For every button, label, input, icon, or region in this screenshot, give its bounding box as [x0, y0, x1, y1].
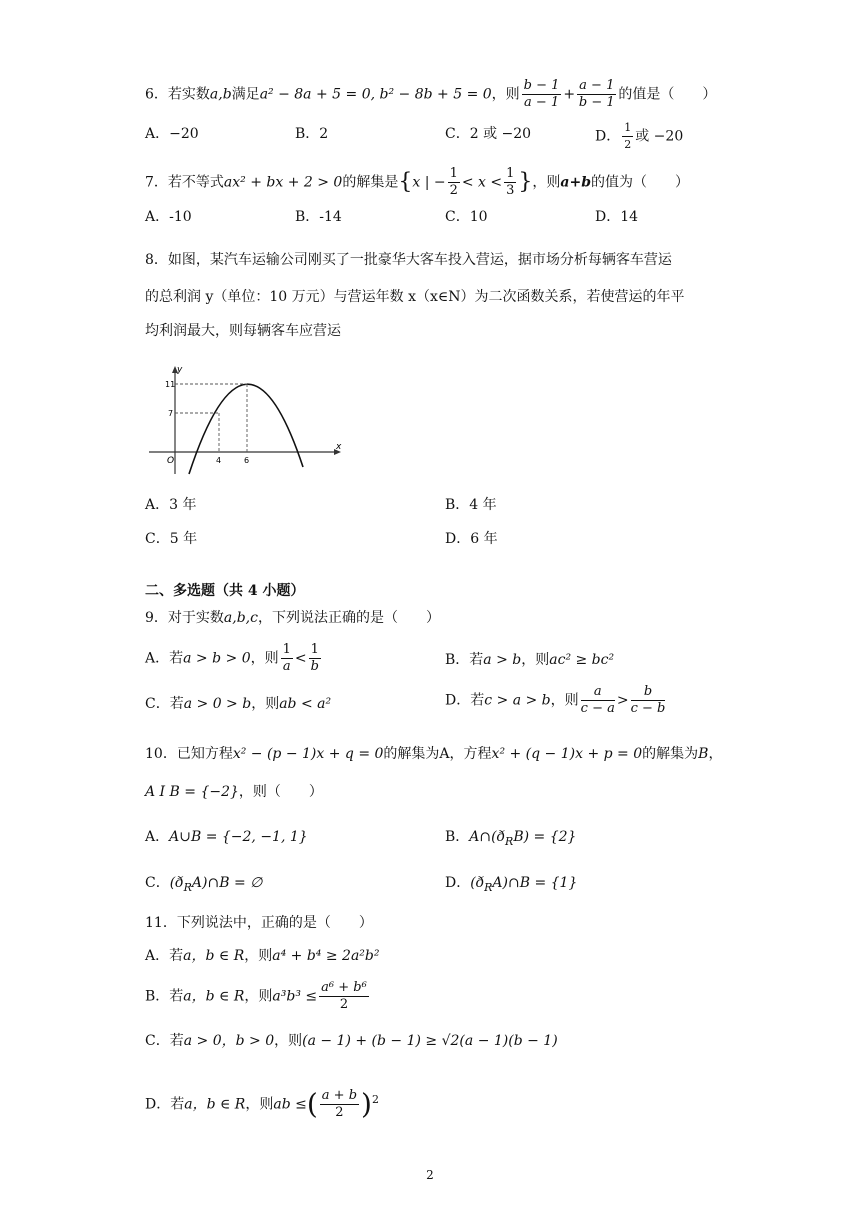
y-tick-7: 7	[168, 409, 174, 418]
question-9-stem: 9．对于实数a,b,c，下列说法正确的是（ ）	[145, 610, 440, 626]
question-6-stem	[145, 78, 716, 111]
q7-option-d: D．14	[595, 209, 639, 225]
origin-label: O	[167, 456, 175, 466]
q10-option-d: D．$(ð_RA)\cap B = \{1\}$	[445, 875, 578, 894]
y-tick-11: 11	[165, 380, 176, 389]
q6-plus: +	[563, 86, 576, 103]
q11-option-b: B．若a，b ∈ R，则a³b³ ≤ $\frac{\text{a⁶ + b⁶}}{2}$	[145, 980, 367, 1012]
q8-parabola-graph	[145, 362, 345, 482]
q6-vars: a,b	[209, 86, 232, 103]
q11-option-d: D．若a，b ∈ R，则ab ≤( $\frac{a + b}{2}$ )$^2$	[145, 1087, 379, 1121]
q6-text2: 满足	[231, 86, 260, 103]
q6-option-d: D． $\frac{1}{2}$ 或 −20	[595, 121, 684, 151]
q7-inequality: ax² + bx + 2 > 0	[223, 174, 343, 191]
q8-option-d: D．6 年	[445, 531, 498, 547]
x-axis-label: x	[336, 442, 342, 452]
q8-option-b: B．4 年	[445, 497, 497, 513]
q6-option-b: B．2	[295, 126, 329, 142]
q9-option-a: A．若a > b > 0，则 $\frac{1}{a}$ < $\frac{1}{b}$	[145, 642, 319, 674]
section-2-title: 二、多选题（共 4 小题）	[145, 583, 305, 599]
q8-option-a: A．3 年	[145, 497, 197, 513]
q10-option-b: B．$A\cap(ð_RB) = \{2\}$	[445, 829, 577, 848]
y-axis-label: y	[177, 365, 183, 375]
question-11-stem: 11．下列说法中，正确的是（ ）	[145, 915, 373, 931]
x-tick-6: 6	[244, 456, 250, 465]
x-tick-4: 4	[216, 456, 222, 465]
q6-fraction-1: $\frac{b - 1}{a - 1}$	[523, 78, 560, 110]
q6-text3: ，则	[491, 86, 520, 103]
q7-option-b: B．-14	[295, 209, 342, 225]
q9-option-b: B．若a > b，则ac² ≥ bc²	[445, 652, 615, 668]
q6-text4: 的值是（ ）	[618, 86, 717, 103]
question-10-stem: 10．已知方程x² − (p − 1)x + q = 0的解集为A，方程x² + (q − 1)x + p = 0的解集为B，	[145, 746, 723, 762]
q11-option-a: A．若a，b ∈ R，则a⁴ + b⁴ ≥ 2a²b²	[145, 948, 380, 964]
question-7-stem: 7．若不等式ax² + bx + 2 > 0的解集是{x | − $\frac{1}{2}$ < x < $\frac{1}{3}$ }，则a+b的值为（ ）	[145, 166, 690, 198]
q6-equation: a² − 8a + 5 = 0, b² − 8b + 5 = 0	[259, 86, 492, 103]
q8-option-c: C．5 年	[145, 531, 198, 547]
q6-option-a: A．−20	[145, 126, 199, 142]
q7-option-c: C．10	[445, 209, 488, 225]
q8-line-2: 的总利润 y（单位：10 万元）与营运年数 x（x∈N）为二次函数关系，若使营运的年平	[145, 289, 685, 305]
q11-option-c: C．若a > 0，b > 0，则(a − 1) + (b − 1) ≥ √2(a − 1)(b − 1)	[145, 1033, 558, 1049]
q6-text: 6．若实数	[145, 86, 210, 103]
question-10-line-2: A I B = {−2}，则（ ）	[145, 784, 323, 800]
q10-option-a: A．A∪B = {−2, −1, 1}	[145, 829, 308, 845]
q6-option-c: C．2 或 −20	[445, 126, 532, 142]
q10-option-c: C．$(ð_RA)\cap B$ = ∅	[145, 875, 263, 894]
q8-line-1: 8．如图，某汽车运输公司刚买了一批豪华大客车投入营运，据市场分析每辆客车营运	[145, 252, 672, 268]
page-number: 2	[426, 1168, 434, 1182]
q7-expression: a+b	[560, 174, 592, 191]
q7-option-a: A．-10	[145, 209, 192, 225]
q6-fraction-2: $\frac{a - 1}{b - 1}$	[578, 78, 615, 110]
q8-line-3: 均利润最大，则每辆客车应营运	[145, 323, 341, 339]
q9-option-d: D．若c > a > b，则 $\frac{a}{c - a}$ > $\frac{b}{c - b}$	[445, 684, 666, 716]
q9-option-c: C．若a > 0 > b，则ab < a²	[145, 696, 332, 712]
